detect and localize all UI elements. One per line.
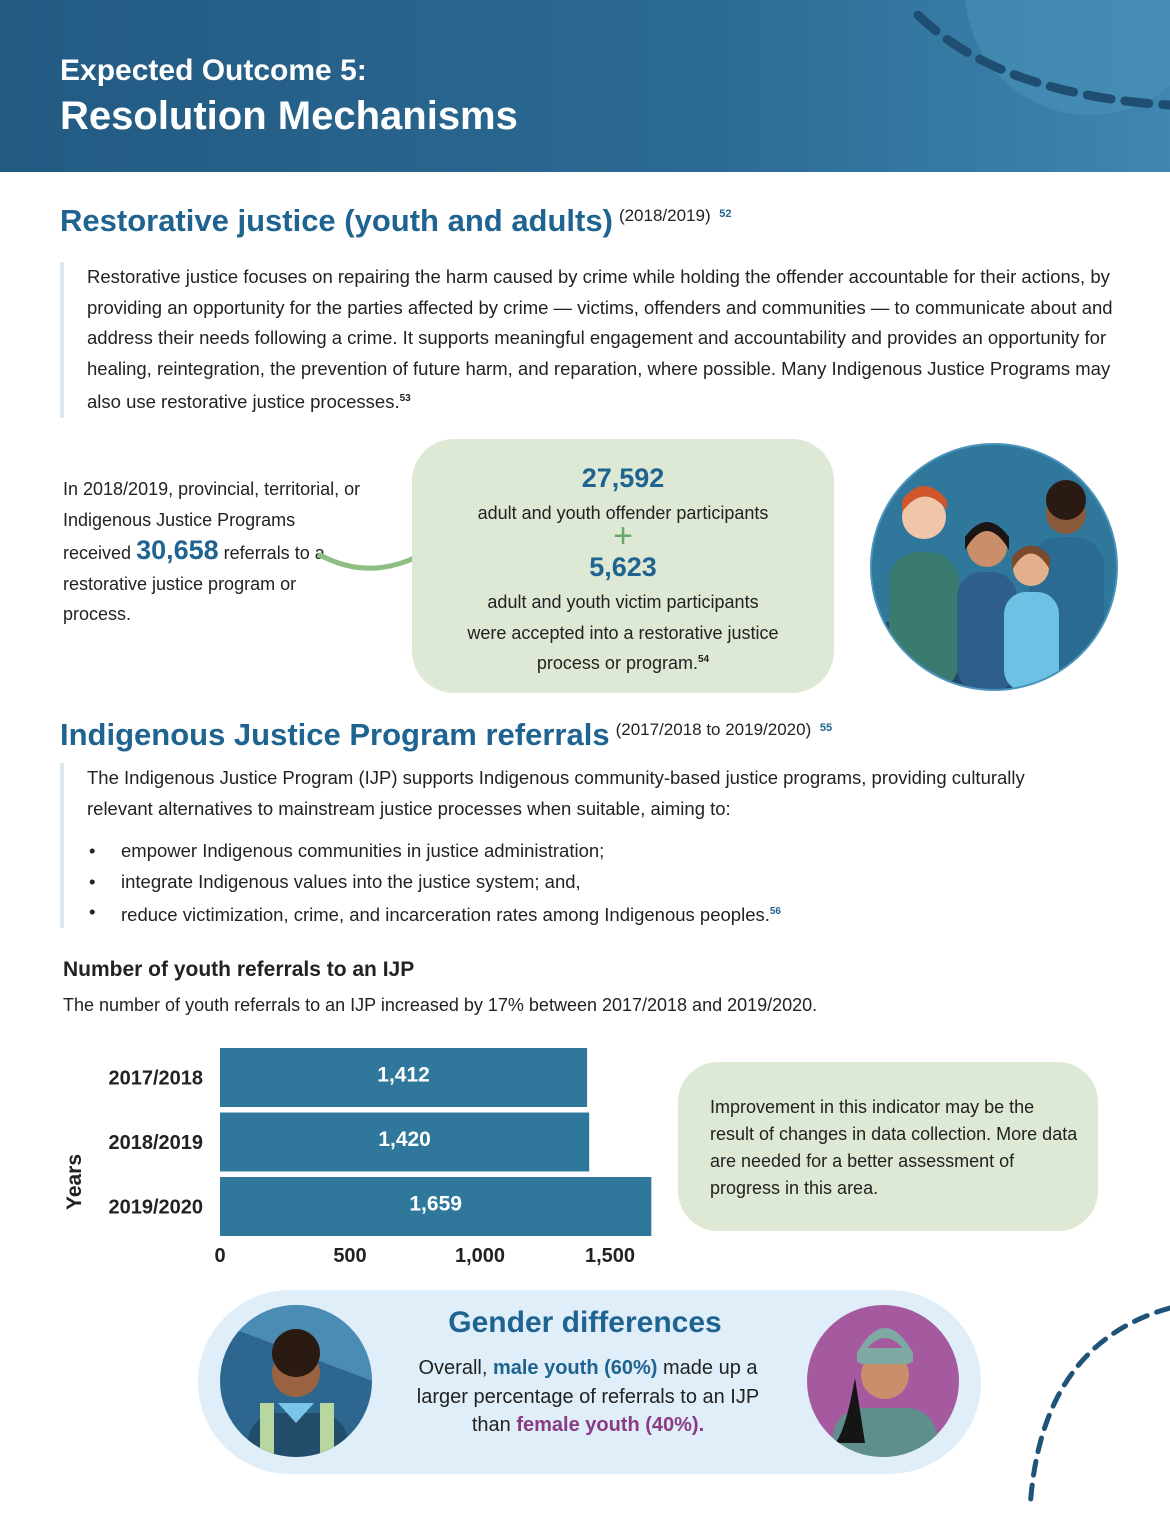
x-tick-label: 1,500: [584, 1245, 636, 1267]
ijp-referrals-heading: [60, 717, 832, 753]
ijp-aims-list: [86, 836, 781, 931]
category-label: 2018/2019: [108, 1132, 203, 1154]
x-tick-label: 0: [214, 1245, 226, 1267]
y-axis-label: Years: [63, 1153, 86, 1211]
section-title: Restorative justice (youth and adults): [60, 203, 613, 238]
gender-text-part: Overall,: [418, 1357, 488, 1379]
header-subtitle: Expected Outcome 5:: [60, 54, 367, 87]
section-period: (2018/2019): [618, 206, 711, 225]
gender-text: [398, 1354, 778, 1440]
header-title: Resolution Mechanisms: [60, 94, 518, 138]
x-tick-label: 500: [333, 1245, 367, 1267]
bar-value-label: 1,420: [378, 1128, 431, 1151]
category-label: 2019/2020: [108, 1196, 203, 1219]
x-tick-label: 1,000: [454, 1245, 506, 1267]
footnote-marker: 56: [769, 906, 781, 917]
category-label: 2017/2018: [108, 1067, 203, 1090]
list-item-text: integrate Indigenous values into the justice system; and,: [121, 870, 581, 892]
accepted-text-line1: were accepted into a restorative justice: [467, 623, 779, 643]
footnote-marker: 55: [819, 722, 833, 734]
list-item-text: empower Indigenous communities in justice administration;: [121, 840, 605, 861]
accepted-text: process or program.: [536, 653, 698, 673]
victim-number: 5,623: [589, 552, 657, 582]
chart-note-text: Improvement in this indicator may be the result of changes in data collection. More data are needed for a better assessment of progress in this area.: [710, 1097, 1078, 1198]
chart-description: The number of youth referrals to an IJP increased by 17% between 2017/2018 and 2019/2020.: [63, 995, 818, 1015]
footnote-marker: 54: [697, 654, 710, 665]
paragraph-text: Restorative justice focuses on repairing the harm caused by crime while holding the offender accountable for their actions, by providing an opportunity for the parties affected by crime — victims, offenders and communities — to communicate about and address their needs following a crime. It supports meaningful engagement and accountability and provides an opportunity for healing, reintegration, the prevention of future harm, and reparation, where possible. Many Indigenous Justice Programs may also use restorative justice processes.: [87, 266, 1113, 412]
section-period: (2017/2018 to 2019/2020): [615, 720, 812, 739]
gender-title: Gender differences: [448, 1306, 722, 1339]
male-percentage: male youth (60%): [492, 1357, 658, 1379]
paragraph-text: The Indigenous Justice Program (IJP) supports Indigenous community-based justice programs, providing culturally relevant alternatives to mainstream justice processes when suitable, aiming to:: [87, 767, 1025, 819]
victim-label: adult and youth victim participants: [487, 592, 759, 612]
bar-value-label: 1,659: [409, 1192, 462, 1216]
referrals-number: 30,658: [136, 535, 219, 565]
list-item: • reduce victimization, crime, and incarceration rates among Indigenous peoples.$^{56}$: [89, 901, 781, 925]
referrals-text-before: In 2018/2019, provincial, territorial, or Indigenous Justice Programs received: [63, 479, 361, 563]
bar-value-label: 1,412: [377, 1063, 430, 1087]
female-percentage: female youth (40%).: [516, 1414, 705, 1436]
page-header: [0, 0, 1170, 172]
accepted-text-line2: [412, 645, 834, 678]
offender-number: 27,592: [581, 463, 665, 493]
footnote-marker: 53: [399, 393, 411, 404]
participants-content: [412, 439, 834, 693]
chart-heading: Number of youth referrals to an IJP: [63, 958, 415, 981]
restorative-justice-paragraph: [60, 262, 1117, 418]
section-title: Indigenous Justice Program referrals: [60, 717, 610, 752]
plus-sign: +: [613, 517, 633, 555]
referrals-text-after: referrals to a restorative justice program or process.: [63, 543, 325, 624]
list-item: • empower Indigenous communities in justice administration;: [89, 840, 605, 861]
list-item: • integrate Indigenous values into the justice system; and,: [89, 870, 581, 892]
gender-text-part: made up a larger percentage of referrals to an IJP than: [416, 1357, 760, 1436]
chart-note-box: [678, 1062, 1098, 1231]
offender-label: adult and youth offender participants: [477, 503, 769, 523]
list-item-text: reduce victimization, crime, and incarceration rates among Indigenous peoples.: [121, 904, 770, 925]
restorative-justice-heading: [60, 203, 732, 239]
youth-referrals-bar-chart: [50, 1040, 670, 1280]
footnote-marker: 52: [719, 208, 732, 220]
youth-group-illustration: [869, 442, 1119, 692]
dashed-arc-decoration-bottom: [1010, 1284, 1170, 1514]
